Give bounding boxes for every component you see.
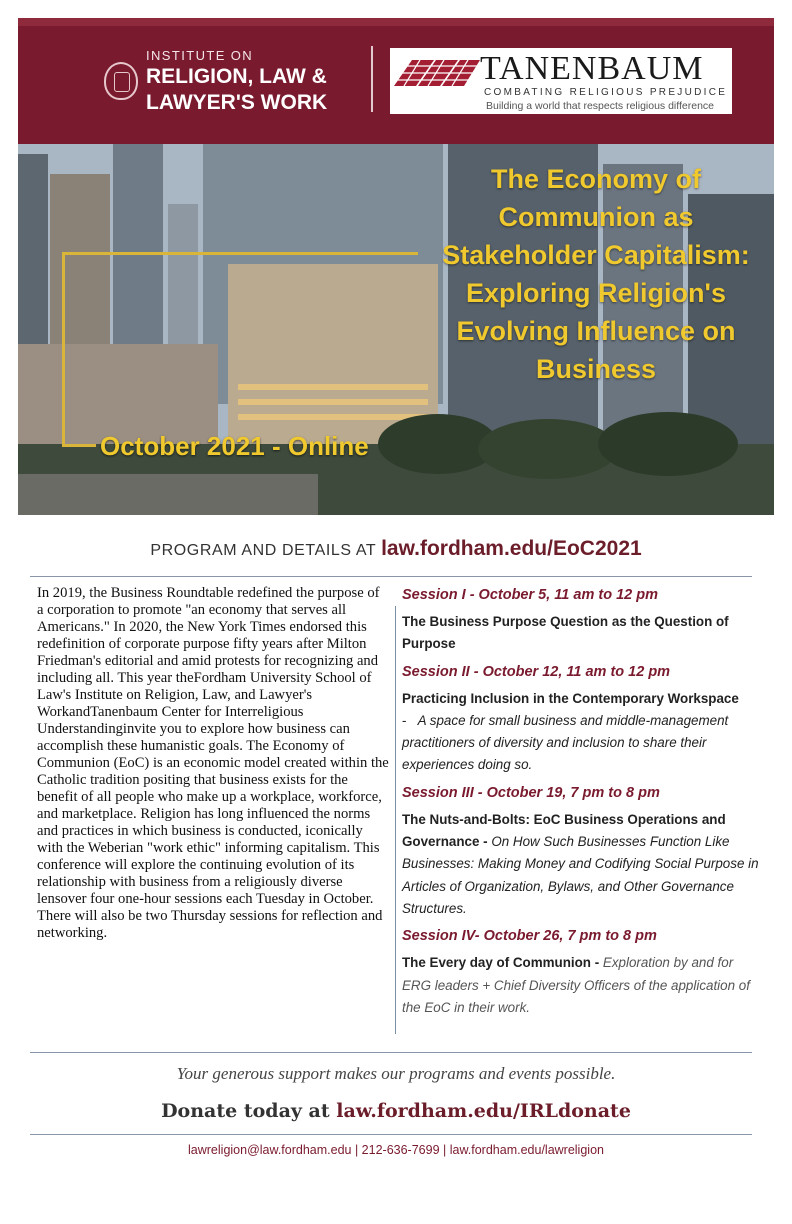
divider-rule-middle xyxy=(30,1052,752,1053)
session-topic: Practicing Inclusion in the Contemporary Workspace xyxy=(402,690,739,706)
sessions-list xyxy=(402,585,762,1025)
hero-image xyxy=(18,144,774,515)
session-title: Session II - October 12, 11 am to 12 pm xyxy=(402,663,671,680)
hero-date: October 2021 - Online xyxy=(100,431,369,461)
hero-title-line: The Economy of xyxy=(490,164,701,194)
program-details xyxy=(0,537,792,561)
hero-title-line: Exploring Religion's xyxy=(466,278,726,308)
irl-logo-line2: LAWYER'S WORK xyxy=(146,91,328,114)
session-body xyxy=(402,688,762,777)
session-body xyxy=(402,611,762,656)
tanenbaum-mark-icon xyxy=(394,56,480,86)
session-item xyxy=(402,926,762,1019)
irl-logo-small-text: INSTITUTE ON xyxy=(146,48,254,63)
session-separator: - xyxy=(402,712,418,728)
hero-frame-top xyxy=(62,252,418,255)
tanenbaum-name: TANENBAUM xyxy=(480,50,704,87)
session-title: Session III - October 19, 7 pm to 8 pm xyxy=(402,784,660,801)
header-stripe xyxy=(18,18,774,26)
support-message: Your generous support makes our programs and events possible. xyxy=(176,1064,616,1083)
intro-text: In 2019, the Business Roundtable redefined the purpose of a corporation to promote "an economy that serves all Americans." In 2020, the New York Times endorsed this redefinition of corporate purpose fifty years after Milton Friedman's editorial and amid protests for recognizing and including all. This year theFordham University School of Law's Institute on Religion, Law, and Lawyer's WorkandTanenbaum Center for Interreligious Understandinginvite you to explore how business can accomplish these humanistic goals. The Economy of Communion (EoC) is an economic model created within the Catholic tradition positing that business exists for the benefit of all people who make up a workplace, workforce, and marketplace. Religion has long influenced the norms and practices in which business is conducted, iconically with the Weberian "work ethic" informing capitalism. This conference will explore the continuing evolution of its relationship with business from a religiously diverse lensover four one-hour sessions each Tuesday in October. There will also be two Thursday sessions for reflection and networking. xyxy=(37,585,389,941)
session-description: On How Such Businesses Function Like Businesses: Making Money and Codifying Social Purpose in Articles of Organization, Bylaws, and Other Governance Structures. xyxy=(402,834,759,916)
hero-title-line: Business xyxy=(535,354,657,384)
header-banner xyxy=(18,18,774,144)
hero-title-line: Communion as xyxy=(498,202,694,232)
session-body xyxy=(402,809,762,920)
session-item xyxy=(402,783,762,920)
program-label: PROGRAM AND DETAILS AT xyxy=(150,542,382,559)
session-description: Exploration by and for ERG leaders + Chief Diversity Officers of the application of the EoC in their work. xyxy=(402,955,750,1015)
tanenbaum-logo xyxy=(390,48,732,114)
hero-title-line: Stakeholder Capitalism: xyxy=(442,240,750,270)
tanenbaum-tagline: Building a world that respects religious difference xyxy=(486,100,715,112)
session-title: Session IV- October 26, 7 pm to 8 pm xyxy=(402,928,657,945)
session-item xyxy=(402,662,762,777)
column-divider xyxy=(395,606,396,1034)
divider-rule-top xyxy=(30,576,752,577)
program-link[interactable]: law.fordham.edu/EoC2021 xyxy=(381,537,642,560)
contact-info[interactable]: lawreligion@law.fordham.edu | 212-636-7699 | law.fordham.edu/lawreligion xyxy=(188,1143,604,1157)
session-description: A space for small business and middle-management practitioners of diversity and inclusion to share their experiences doing so. xyxy=(402,712,729,773)
session-item xyxy=(402,585,762,656)
hero-title-line: Evolving Influence on xyxy=(456,316,736,346)
hero-frame-left xyxy=(62,252,65,446)
hero-title xyxy=(418,160,774,388)
divider-rule-bottom xyxy=(30,1134,752,1135)
donate-link[interactable]: law.fordham.edu/IRLdonate xyxy=(336,1100,631,1122)
donate-line xyxy=(0,1100,792,1122)
tanenbaum-subtitle: COMBATING RELIGIOUS PREJUDICE xyxy=(484,87,728,98)
session-topic: The Every day of Communion - xyxy=(402,955,603,971)
header-divider xyxy=(371,46,373,112)
session-topic: The Nuts-and-Bolts: EoC Business Operations and Governance - xyxy=(402,811,726,850)
session-body xyxy=(402,952,762,1019)
hero-frame-bottom xyxy=(62,444,96,447)
donate-label: Donate today at xyxy=(161,1100,337,1122)
irl-logo xyxy=(104,48,328,128)
session-topic: The Business Purpose Question as the Question of Purpose xyxy=(402,614,729,652)
irl-logo-line1: RELIGION, LAW & xyxy=(146,65,327,88)
fordham-seal-icon xyxy=(104,62,138,100)
session-title: Session I - October 5, 11 am to 12 pm xyxy=(402,587,658,603)
